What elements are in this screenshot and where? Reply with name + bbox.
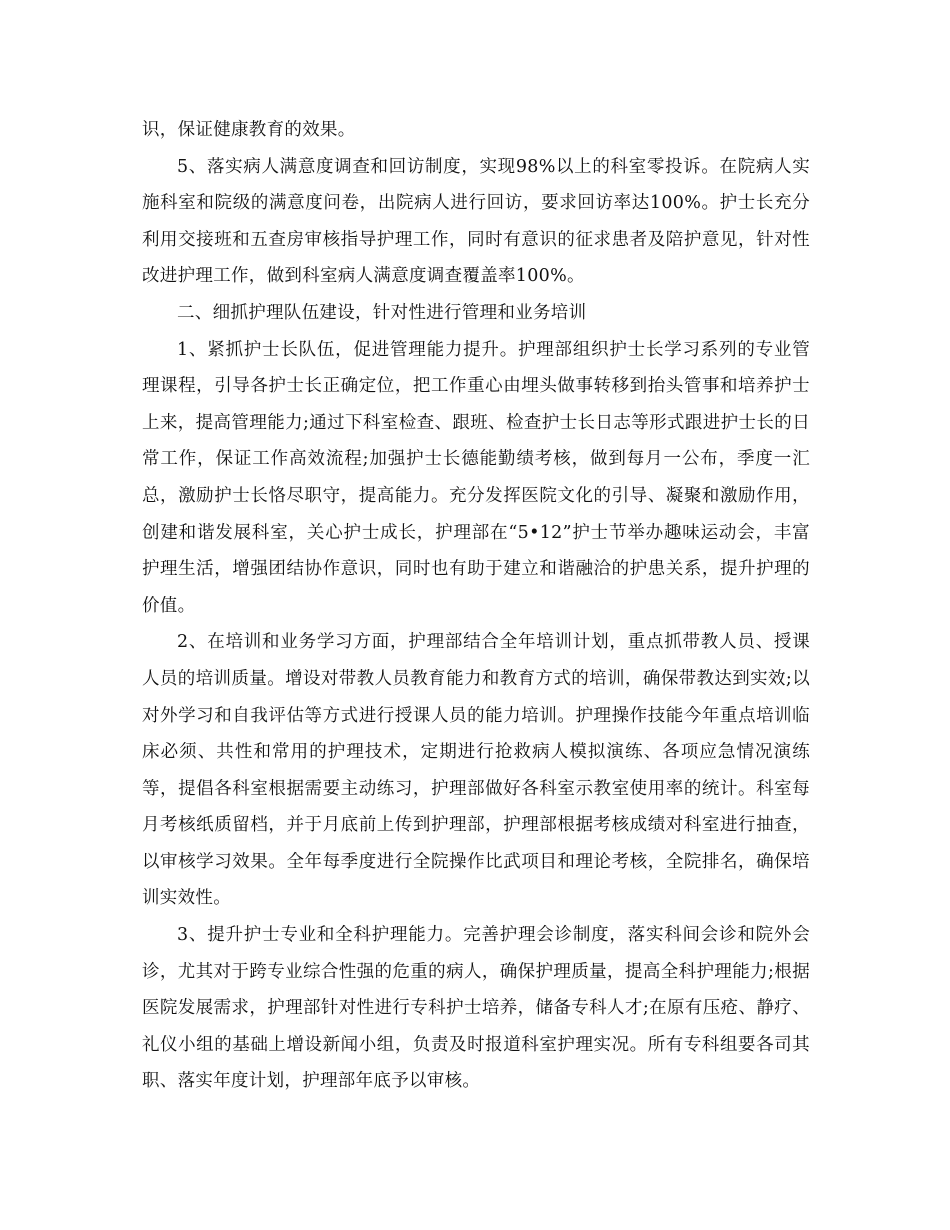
paragraph-item-5: 5、落实病人满意度调查和回访制度，实现98%以上的科室零投诉。在院病人实施科室和院级的满意度问卷，出院病人进行回访，要求回访率达100%。护士长充分利用交接班和五查房审核指导护理工作，同时有意识的征求患者及陪护意见，针对性改进护理工作，做到科室病人满意度调查覆盖率100%。 bbox=[142, 156, 810, 287]
section-heading-2: 二、细抓护理队伍建设，针对性进行管理和业务培训 bbox=[177, 302, 587, 323]
document-page bbox=[142, 112, 810, 1100]
paragraph-item-3: 3、提升护士专业和全科护理能力。完善护理会诊制度，落实科间会诊和院外会诊，尤其对于跨专业综合性强的危重的病人，确保护理质量，提高全科护理能力;根据医院发展需求，护理部针对性进行专科护士培养，储备专科人才;在原有压疮、静疗、礼仪小组的基础上增设新闻小组，负责及时报道科室护理实况。所有专科组要各司其职、落实年度计划，护理部年底予以审核。 bbox=[142, 925, 810, 1092]
paragraph-item-1: 1、紧抓护士长队伍，促进管理能力提升。护理部组织护士长学习系列的专业管理课程，引导各护士长正确定位，把工作重心由埋头做事转移到抬头管事和培养护士上来，提高管理能力;通过下科室检查、跟班、检查护士长日志等形式跟进护士长的日常工作，保证工作高效流程;加强护士长德能勤绩考核，做到每月一公布，季度一汇总，激励护士长恪尽职守，提高能力。充分发挥医院文化的引导、凝聚和激励作用，创建和谐发展科室，关心护士成长，护理部在“5•12”护士节举办趣味运动会，丰富护理生活，增强团结协作意识，同时也有助于建立和谐融洽的护患关系，提升护理的价值。 bbox=[142, 339, 810, 616]
paragraph-continuation: 识，保证健康教育的效果。 bbox=[142, 120, 356, 140]
paragraph-item-2: 2、在培训和业务学习方面，护理部结合全年培训计划，重点抓带教人员、授课人员的培训质量。增设对带教人员教育能力和教育方式的培训，确保带教达到实效;以对外学习和自我评估等方式进行授课人员的能力培训。护理操作技能今年重点培训临床必须、共性和常用的护理技术，定期进行抢救病人模拟演练、各项应急情况演练等，提倡各科室根据需要主动练习，护理部做好各科室示教室使用率的统计。科室每月考核纸质留档，并于月底前上传到护理部，护理部根据考核成绩对科室进行抽查，以审核学习效果。全年每季度进行全院操作比武项目和理论考核，全院排名，确保培训实效性。 bbox=[142, 632, 810, 909]
